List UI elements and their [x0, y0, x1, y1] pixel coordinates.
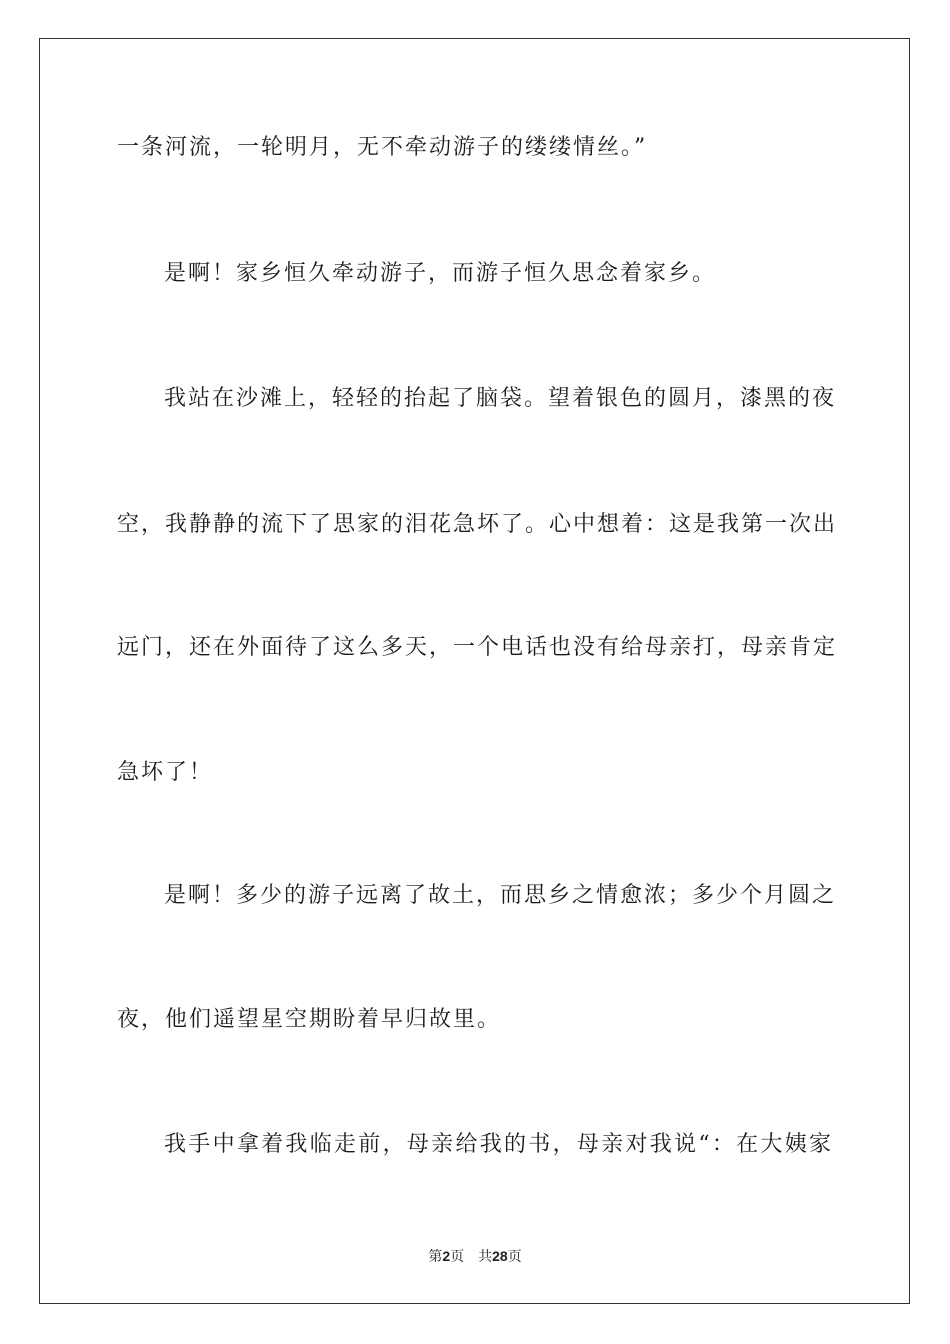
text-line-1: 一条河流，一轮明月，无不牵动游子的缕缕情丝。” [117, 135, 648, 160]
page-prefix: 第 [428, 1249, 443, 1265]
text-line-6: 急坏了！ [117, 760, 214, 785]
page-number: 2 [442, 1248, 451, 1264]
text-line-2: 是啊！家乡恒久牵动游子，而游子恒久思念着家乡。 [164, 261, 717, 286]
text-line-7: 是啊！多少的游子远离了故土，而思乡之情愈浓；多少个月圆之 [164, 883, 837, 908]
text-line-4: 空，我静静的流下了思家的泪花急坏了。心中想着：这是我第一次出 [117, 512, 838, 537]
page-footer [0, 1246, 950, 1266]
text-line-5: 远门，还在外面待了这么多天，一个电话也没有给母亲打，母亲肯定 [117, 635, 838, 660]
total-prefix: 共 [478, 1249, 493, 1265]
page-border [39, 38, 910, 1304]
text-line-9: 我手中拿着我临走前，母亲给我的书，母亲对我说“：在大姨家 [164, 1132, 833, 1157]
page-suffix: 页 [450, 1249, 465, 1265]
text-line-8: 夜，他们遥望星空期盼着早归故里。 [117, 1007, 502, 1032]
total-pages: 28 [492, 1248, 508, 1264]
total-suffix: 页 [507, 1249, 522, 1265]
text-line-3: 我站在沙滩上，轻轻的抬起了脑袋。望着银色的圆月，漆黑的夜 [164, 386, 837, 411]
